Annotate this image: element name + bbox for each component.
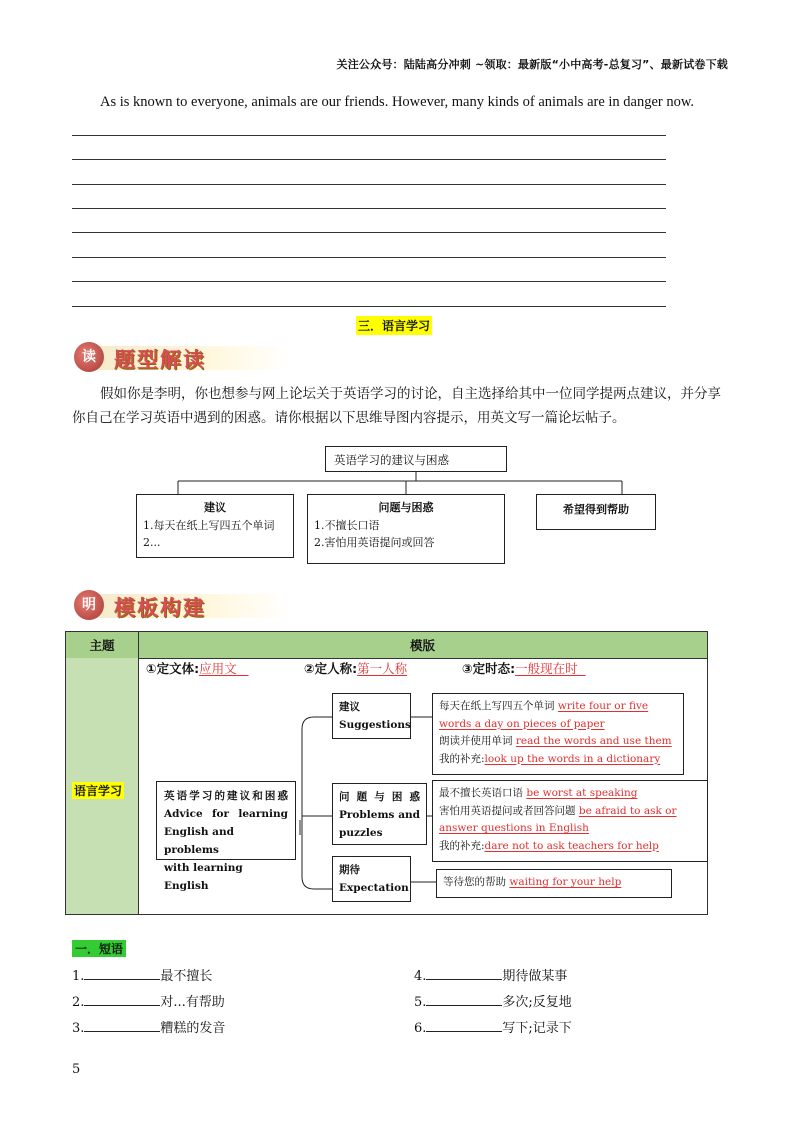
phrase-blank[interactable] [426,1019,502,1032]
template-suggestions-node [332,693,411,739]
phrase-blank[interactable] [84,1019,160,1032]
phrase-number: 1. [72,969,85,984]
template-problems-node [332,783,427,845]
phrase-number: 4. [414,969,427,984]
phrase-number: 2. [72,995,85,1010]
problems-en-1: Problems and [339,809,420,821]
phrase-number: 5. [414,995,427,1010]
phrases-title: 一．短语 [72,940,126,957]
phrase-blank[interactable] [84,993,160,1006]
template-center-node [156,781,296,892]
detail-en: waiting for your help [509,876,622,888]
banner-title: 题型解读 [114,348,206,372]
header-topic: 主题 [89,638,115,653]
page-header: 关注公众号：陆陆高分冲刺 ~领取：最新版“小中高考-总复习”、最新试卷下载 [336,58,728,71]
detail-en: read the words and use them [515,735,672,747]
phrase-meaning: 最不擅长 [160,969,213,984]
phrase-meaning: 糟糕的发音 [160,1021,226,1036]
phrase-item [414,1017,572,1036]
phrase-item [72,965,212,984]
detail-line [439,838,701,856]
template-expectation-node [332,856,411,902]
detail-line [439,698,677,716]
tense-value: 一般现在时 [515,661,578,676]
phrase-blank[interactable] [426,967,502,980]
detail-line [439,785,701,803]
phrase-item [414,965,567,984]
detail-en: look up the words in a dictionary [484,752,661,765]
phrase-meaning: 多次;反复地 [502,995,572,1010]
expectation-detail-box [436,869,672,898]
banner-badge: 读 [74,342,104,372]
detail-cn: 等待您的帮助 [443,876,510,888]
essay-prompt: As is known to everyone, animals are our friends. However, many kinds of animals are in danger now. [100,94,695,110]
detail-en: be worst at speaking [526,787,638,799]
phrase-meaning: 写下;记录下 [502,1021,572,1036]
problems-en-2: puzzles [339,827,383,839]
phrase-item [72,991,225,1010]
detail-cn: 每天在纸上写四五个单词 [439,700,558,712]
banner-title: 模板构建 [114,596,206,620]
style-value: 应用文 [199,661,237,676]
expectation-en: Expectation [339,882,409,894]
person-label: ②定人称: [304,661,358,676]
header-template: 模版 [409,638,435,653]
phrase-item [72,1017,225,1036]
detail-en: words a day on pieces of paper [439,717,605,730]
detail-line [439,733,677,751]
suggestions-cn: 建议 [339,701,360,713]
detail-en: write four or five [557,700,649,712]
page-number: 5 [72,1062,81,1077]
problems-title: 问题与困惑 [378,501,434,514]
tense-label: ③定时态: [462,661,516,676]
phrase-blank[interactable] [426,993,502,1006]
detail-en: dare not to ask teachers for help [484,839,659,852]
problems-item: 2.害怕用英语提问或回答 [314,536,435,549]
center-en-1: Advice for learning [164,808,288,820]
problems-item: 1.不擅长口语 [314,519,380,532]
detail-cn: 最不擅长英语口语 [439,787,527,799]
person-value: 第一人称 [357,661,408,676]
detail-cn: 我的补充: [439,752,485,765]
advice-item: 1.每天在纸上写四五个单词 [143,519,275,532]
task-paragraph: 假如你是李明，你也想参与网上论坛关于英语学习的讨论，自主选择给其中一位同学提两点建议，并分享你自己在学习英语中遇到的困惑。请你根据以下思维导图内容提示，用英文写一篇论坛帖子。 [72,386,721,426]
center-cn: 英语学习的建议和困惑 [164,790,288,802]
section-title: 三．语言学习 [356,316,432,335]
advice-item: 2... [143,536,161,549]
suggestions-en: Suggestions [339,719,411,731]
expectation-cn: 期待 [339,864,360,876]
phrase-number: 3. [72,1021,85,1036]
detail-line [439,716,677,734]
problems-detail-box [432,780,708,862]
detail-cn: 朗读并使用单词 [439,735,516,747]
row-label: 语言学习 [74,784,123,798]
banner-badge: 明 [74,590,104,620]
detail-line [439,820,701,838]
advice-title: 建议 [204,501,226,514]
detail-en: answer questions in English [439,822,589,834]
center-en-2: English and problems [164,826,234,856]
style-label: ①定文体: [146,661,200,676]
phrase-item [414,991,572,1010]
phrase-meaning: 期待做某事 [502,969,568,984]
suggestions-detail-box [432,693,684,775]
phrase-blank[interactable] [84,967,160,980]
detail-line [439,803,701,821]
mindmap-root: 英语学习的建议与困惑 [325,446,507,472]
detail-en: be afraid to ask or [578,804,677,817]
center-en-3: with learning English [164,862,243,892]
detail-line [439,751,677,769]
detail-cn: 害怕用英语提问或者回答问题 [439,804,579,817]
hope-title: 希望得到帮助 [563,503,629,516]
detail-cn: 我的补充: [439,839,485,852]
phrase-number: 6. [414,1021,427,1036]
phrase-meaning: 对...有帮助 [160,995,225,1010]
problems-cn: 问 题 与 困 惑 [339,791,420,803]
